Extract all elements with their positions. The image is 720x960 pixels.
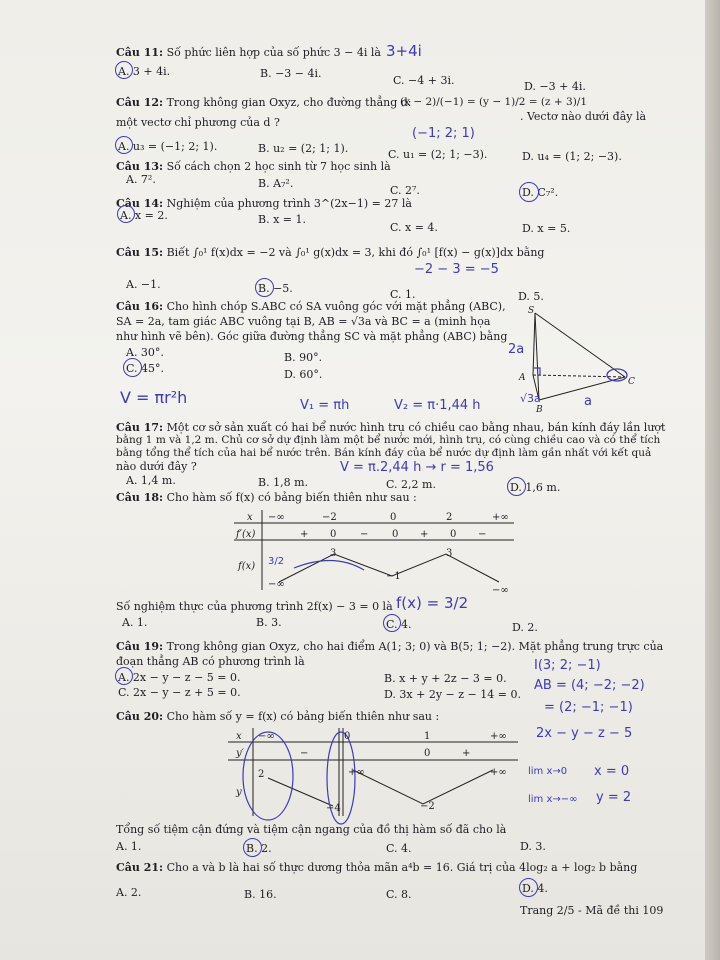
- q17-option-d: D. 1,6 m.: [510, 481, 561, 494]
- q14-option-b: B. x = 1.: [258, 213, 306, 226]
- q14-option-d: D. x = 5.: [522, 222, 571, 235]
- q18-fx-label: f(x): [238, 561, 256, 572]
- q15-option-a: A. −1.: [126, 278, 161, 291]
- q19-stem: [116, 640, 663, 653]
- q15-label: Câu 15:: [116, 246, 164, 259]
- q15-stem: [116, 246, 544, 259]
- q11-label: Câu 11:: [116, 46, 164, 59]
- q18-option-a: A. 1.: [122, 616, 148, 629]
- q20-yp-3: +: [462, 748, 471, 759]
- fig-note-sqrt3a: √3a: [520, 392, 541, 405]
- q18-text: Cho hàm số f(x) có bảng biến thiên như sau :: [166, 491, 417, 504]
- q18-fp-1: +: [300, 529, 309, 540]
- q19-label: Câu 19:: [116, 640, 164, 653]
- q18-option-b: B. 3.: [256, 616, 282, 629]
- q16-text1: Cho hình chóp S.ABC có SA vuông góc với mặt phẳng (ABC),: [166, 300, 506, 313]
- q19-text2: đoạn thẳng AB có phương trình là: [116, 655, 305, 668]
- q18-val-mid: −1: [386, 571, 401, 582]
- q15-option-d: D. 5.: [518, 290, 544, 303]
- q20-option-b: B. 2.: [246, 842, 272, 855]
- q19-note-ab: AB = (4; −2; −2): [534, 678, 645, 693]
- q18-val-top2: 3: [446, 548, 453, 559]
- q18-x-neg-inf: −∞: [268, 512, 285, 523]
- q11-handwritten-note: 3+4i: [386, 42, 422, 60]
- q20-x-pos-inf: +∞: [490, 731, 507, 742]
- q18-option-d: D. 2.: [512, 621, 538, 634]
- q18-fprime-label: f′(x): [236, 529, 256, 540]
- q20-val-neg2: −2: [420, 801, 435, 812]
- q20-yprime-label: y′: [236, 748, 244, 759]
- q18-question: Số nghiệm thực của phương trình 2f(x) − 3 = 0 là: [116, 600, 393, 613]
- q11-option-d: D. −3 + 4i.: [524, 80, 586, 93]
- q17-label: Câu 17:: [116, 421, 164, 434]
- fig-note-2a: 2a: [508, 342, 525, 357]
- q21-stem: [116, 861, 637, 874]
- fig-label-b: B: [536, 405, 543, 415]
- q11-stem: [116, 46, 381, 59]
- q11-option-c: C. −4 + 3i.: [393, 74, 455, 87]
- q19-option-b: B. x + y + 2z − 3 = 0.: [384, 672, 507, 685]
- q18-val-top1: 3: [330, 548, 337, 559]
- q14-label: Câu 14:: [116, 197, 164, 210]
- q11-option-b: B. −3 − 4i.: [260, 67, 322, 80]
- q12-label: Câu 12:: [116, 96, 164, 109]
- q13-answer-circle: [519, 182, 539, 202]
- q16-option-d: D. 60°.: [284, 368, 323, 381]
- q11-answer-circle: [115, 61, 133, 79]
- q17-option-b: B. 1,8 m.: [258, 476, 308, 489]
- q20-x-1: 1: [424, 731, 431, 742]
- q20-x-0: 0: [344, 731, 351, 742]
- q20-val-2: 2: [258, 769, 265, 780]
- q20-val-neg4: −4: [326, 803, 341, 814]
- q20-option-a: A. 1.: [116, 840, 142, 853]
- q20-note-x0: x = 0: [594, 764, 630, 779]
- q16-answer-circle: [123, 358, 142, 377]
- q19-option-a: A. 2x − y − z − 5 = 0.: [118, 671, 241, 684]
- q11-text: Số phức liên hợp của số phức 3 − 4i là: [166, 46, 381, 59]
- page-edge-shadow: [705, 0, 720, 960]
- q21-option-c: C. 8.: [386, 888, 412, 901]
- q21-text: Cho a và b là hai số thực dương thỏa mãn a⁴b = 16. Giá trị của 4log₂ a + log₂ b bằng: [166, 861, 638, 874]
- q12-option-b: B. u₂ = (2; 1; 1).: [258, 142, 349, 155]
- q20-yp-1: −: [300, 748, 309, 759]
- q18-x-neg2: −2: [322, 512, 337, 523]
- q20-stem: [116, 710, 439, 723]
- q12-stem: [116, 96, 412, 109]
- note-volume-v2: V₂ = π·1,44 h: [394, 398, 481, 413]
- q19-note-plane: 2x − y − z − 5: [536, 726, 633, 741]
- q20-y-label: y: [236, 787, 242, 798]
- q19-option-d: D. 3x + 2y − z − 14 = 0.: [384, 688, 521, 701]
- q18-fp-7: −: [478, 529, 487, 540]
- q16-stem: [116, 300, 506, 313]
- q16-option-a: A. 30°.: [126, 346, 164, 359]
- q12-option-c: C. u₁ = (2; 1; −3).: [388, 148, 488, 161]
- q18-stem: [116, 491, 417, 504]
- q20-note-lim2: lim x→−∞: [528, 794, 578, 805]
- q18-fp-5: +: [420, 529, 429, 540]
- q19-note-midpoint: I(3; 2; −1): [534, 658, 601, 673]
- q18-fp-3: −: [360, 529, 369, 540]
- q13-text: Số cách chọn 2 học sinh từ 7 học sinh là: [166, 160, 391, 173]
- q18-x-0: 0: [390, 512, 397, 523]
- q16-label: Câu 16:: [116, 300, 164, 313]
- q17-text4: nào dưới đây ?: [116, 460, 197, 473]
- q18-fp-2: 0: [330, 529, 337, 540]
- q14-text: Nghiệm của phương trình 3^(2x−1) = 27 là: [166, 197, 412, 210]
- q13-option-a: A. 7².: [126, 173, 156, 186]
- q12-text-line2: một vectơ chỉ phương của d ?: [116, 116, 280, 129]
- q18-answer-circle: [383, 614, 401, 632]
- q17-option-c: C. 2,2 m.: [386, 478, 436, 491]
- q18-val-left: −∞: [268, 579, 285, 590]
- q18-val-right: −∞: [492, 585, 509, 596]
- q20-val-pinf-right: +∞: [490, 767, 507, 778]
- q12-line-equation: (x − 2)/(−1) = (y − 1)/2 = (z + 3)/1: [400, 96, 588, 108]
- q18-fp-6: 0: [450, 529, 457, 540]
- q15-handwritten-note: −2 − 3 = −5: [414, 262, 499, 277]
- q12-tail: . Vectơ nào dưới đây là: [520, 110, 647, 123]
- note-volume-v1: V₁ = πh: [300, 398, 350, 413]
- q16-text2: SA = 2a, tam giác ABC vuông tại B, AB = √3a và BC = a (minh họa: [116, 315, 491, 328]
- q16-text3: như hình vẽ bên). Góc giữa đường thẳng SC và mặt phẳng (ABC) bằng: [116, 330, 508, 343]
- q20-yp-2: 0: [424, 748, 431, 759]
- q19-option-c: C. 2x − y − z + 5 = 0.: [118, 686, 241, 699]
- q12-option-d: D. u₄ = (1; 2; −3).: [522, 150, 622, 163]
- q14-answer-circle: [117, 205, 135, 223]
- q17-text1: Một cơ sở sản xuất có hai bể nước hình trụ có chiều cao bằng nhau, bán kính đáy lần lượt: [166, 421, 666, 434]
- page-footer: Trang 2/5 - Mã đề thi 109: [520, 904, 664, 917]
- q20-option-d: D. 3.: [520, 840, 546, 853]
- q21-answer-circle: [519, 878, 538, 897]
- q18-x-label: x: [247, 512, 253, 523]
- q15-answer-circle: [255, 278, 274, 297]
- q15-text: Biết ∫₀¹ f(x)dx = −2 và ∫₀¹ g(x)dx = 3, khi đó ∫₀¹ [f(x) − g(x)]dx bằng: [166, 246, 545, 259]
- q12-handwritten-note: (−1; 2; 1): [412, 126, 475, 141]
- q20-x-label: x: [236, 731, 242, 742]
- q20-note-y2: y = 2: [596, 790, 632, 805]
- q17-option-a: A. 1,4 m.: [126, 474, 176, 487]
- q19-answer-circle: [115, 667, 133, 685]
- q19-note-normal: = (2; −1; −1): [544, 700, 633, 715]
- q12-text-tail: [520, 110, 646, 123]
- q14-option-a: A. x = 2.: [120, 209, 168, 222]
- q12-text: Trong không gian Oxyz, cho đường thẳng d:: [166, 96, 412, 109]
- q21-label: Câu 21:: [116, 861, 164, 874]
- q21-option-d: D. 4.: [522, 882, 548, 895]
- q13-label: Câu 13:: [116, 160, 164, 173]
- q20-text: Cho hàm số y = f(x) có bảng biến thiên như sau :: [166, 710, 440, 723]
- q17-stem: [116, 421, 665, 434]
- q18-x-pos-inf: +∞: [492, 512, 509, 523]
- fig-label-c: C: [628, 377, 635, 387]
- q19-text1: Trong không gian Oxyz, cho hai điểm A(1; 3; 0) và B(5; 1; −2). Mặt phẳng trung trực của: [166, 640, 664, 653]
- q20-answer-circle: [243, 838, 262, 857]
- fig-label-s: S: [528, 306, 535, 316]
- q12-option-a: A. u₃ = (−1; 2; 1).: [118, 140, 218, 153]
- q21-option-a: A. 2.: [116, 886, 142, 899]
- q15-option-c: C. 1.: [390, 288, 416, 301]
- q12-answer-circle: [115, 136, 133, 154]
- q18-x-2: 2: [446, 512, 453, 523]
- q17-text2: bằng 1 m và 1,2 m. Chủ cơ sở dự định làm một bể nước mới, hình trụ, có cùng chiều cao và có thể tích: [116, 434, 661, 446]
- q13-option-d: D. C₇².: [522, 186, 559, 199]
- q17-answer-circle: [507, 477, 526, 496]
- q20-label: Câu 20:: [116, 710, 164, 723]
- q20-x-neg-inf: −∞: [258, 731, 275, 742]
- q20-option-c: C. 4.: [386, 842, 412, 855]
- q13-stem: [116, 160, 391, 173]
- q18-fp-4: 0: [392, 529, 399, 540]
- q21-option-b: B. 16.: [244, 888, 277, 901]
- q16-option-b: B. 90°.: [284, 351, 323, 364]
- fig-note-a: a: [584, 394, 592, 409]
- q18-handwritten-note: f(x) = 3/2: [396, 594, 469, 612]
- q18-table-note: 3/2: [268, 556, 285, 567]
- q18-option-c: C. 4.: [386, 618, 412, 631]
- q17-text3: bằng tổng thể tích của hai bể nước trên. Bán kính đáy của bể nước dự định làm gần nhất với kết quả: [116, 447, 652, 459]
- note-volume-formula: V = πr²h: [120, 388, 188, 407]
- q17-handwritten-note: V = π.2,44 h → r = 1,56: [340, 460, 494, 475]
- q16-option-c: C. 45°.: [126, 362, 165, 375]
- q20-note-lim1: lim x→0: [528, 766, 568, 777]
- fig-label-a: A: [519, 373, 526, 383]
- q13-option-c: C. 2⁷.: [390, 184, 420, 197]
- q20-val-pinf-mid: +∞: [348, 767, 365, 778]
- q20-question: Tổng số tiệm cận đứng và tiệm cận ngang của đồ thị hàm số đã cho là: [116, 823, 507, 836]
- q11-option-a: A. 3 + 4i.: [118, 65, 171, 78]
- q15-option-b: B. −5.: [258, 282, 293, 295]
- q13-option-b: B. A₇².: [258, 177, 294, 190]
- q18-label: Câu 18:: [116, 491, 164, 504]
- q14-option-c: C. x = 4.: [390, 221, 438, 234]
